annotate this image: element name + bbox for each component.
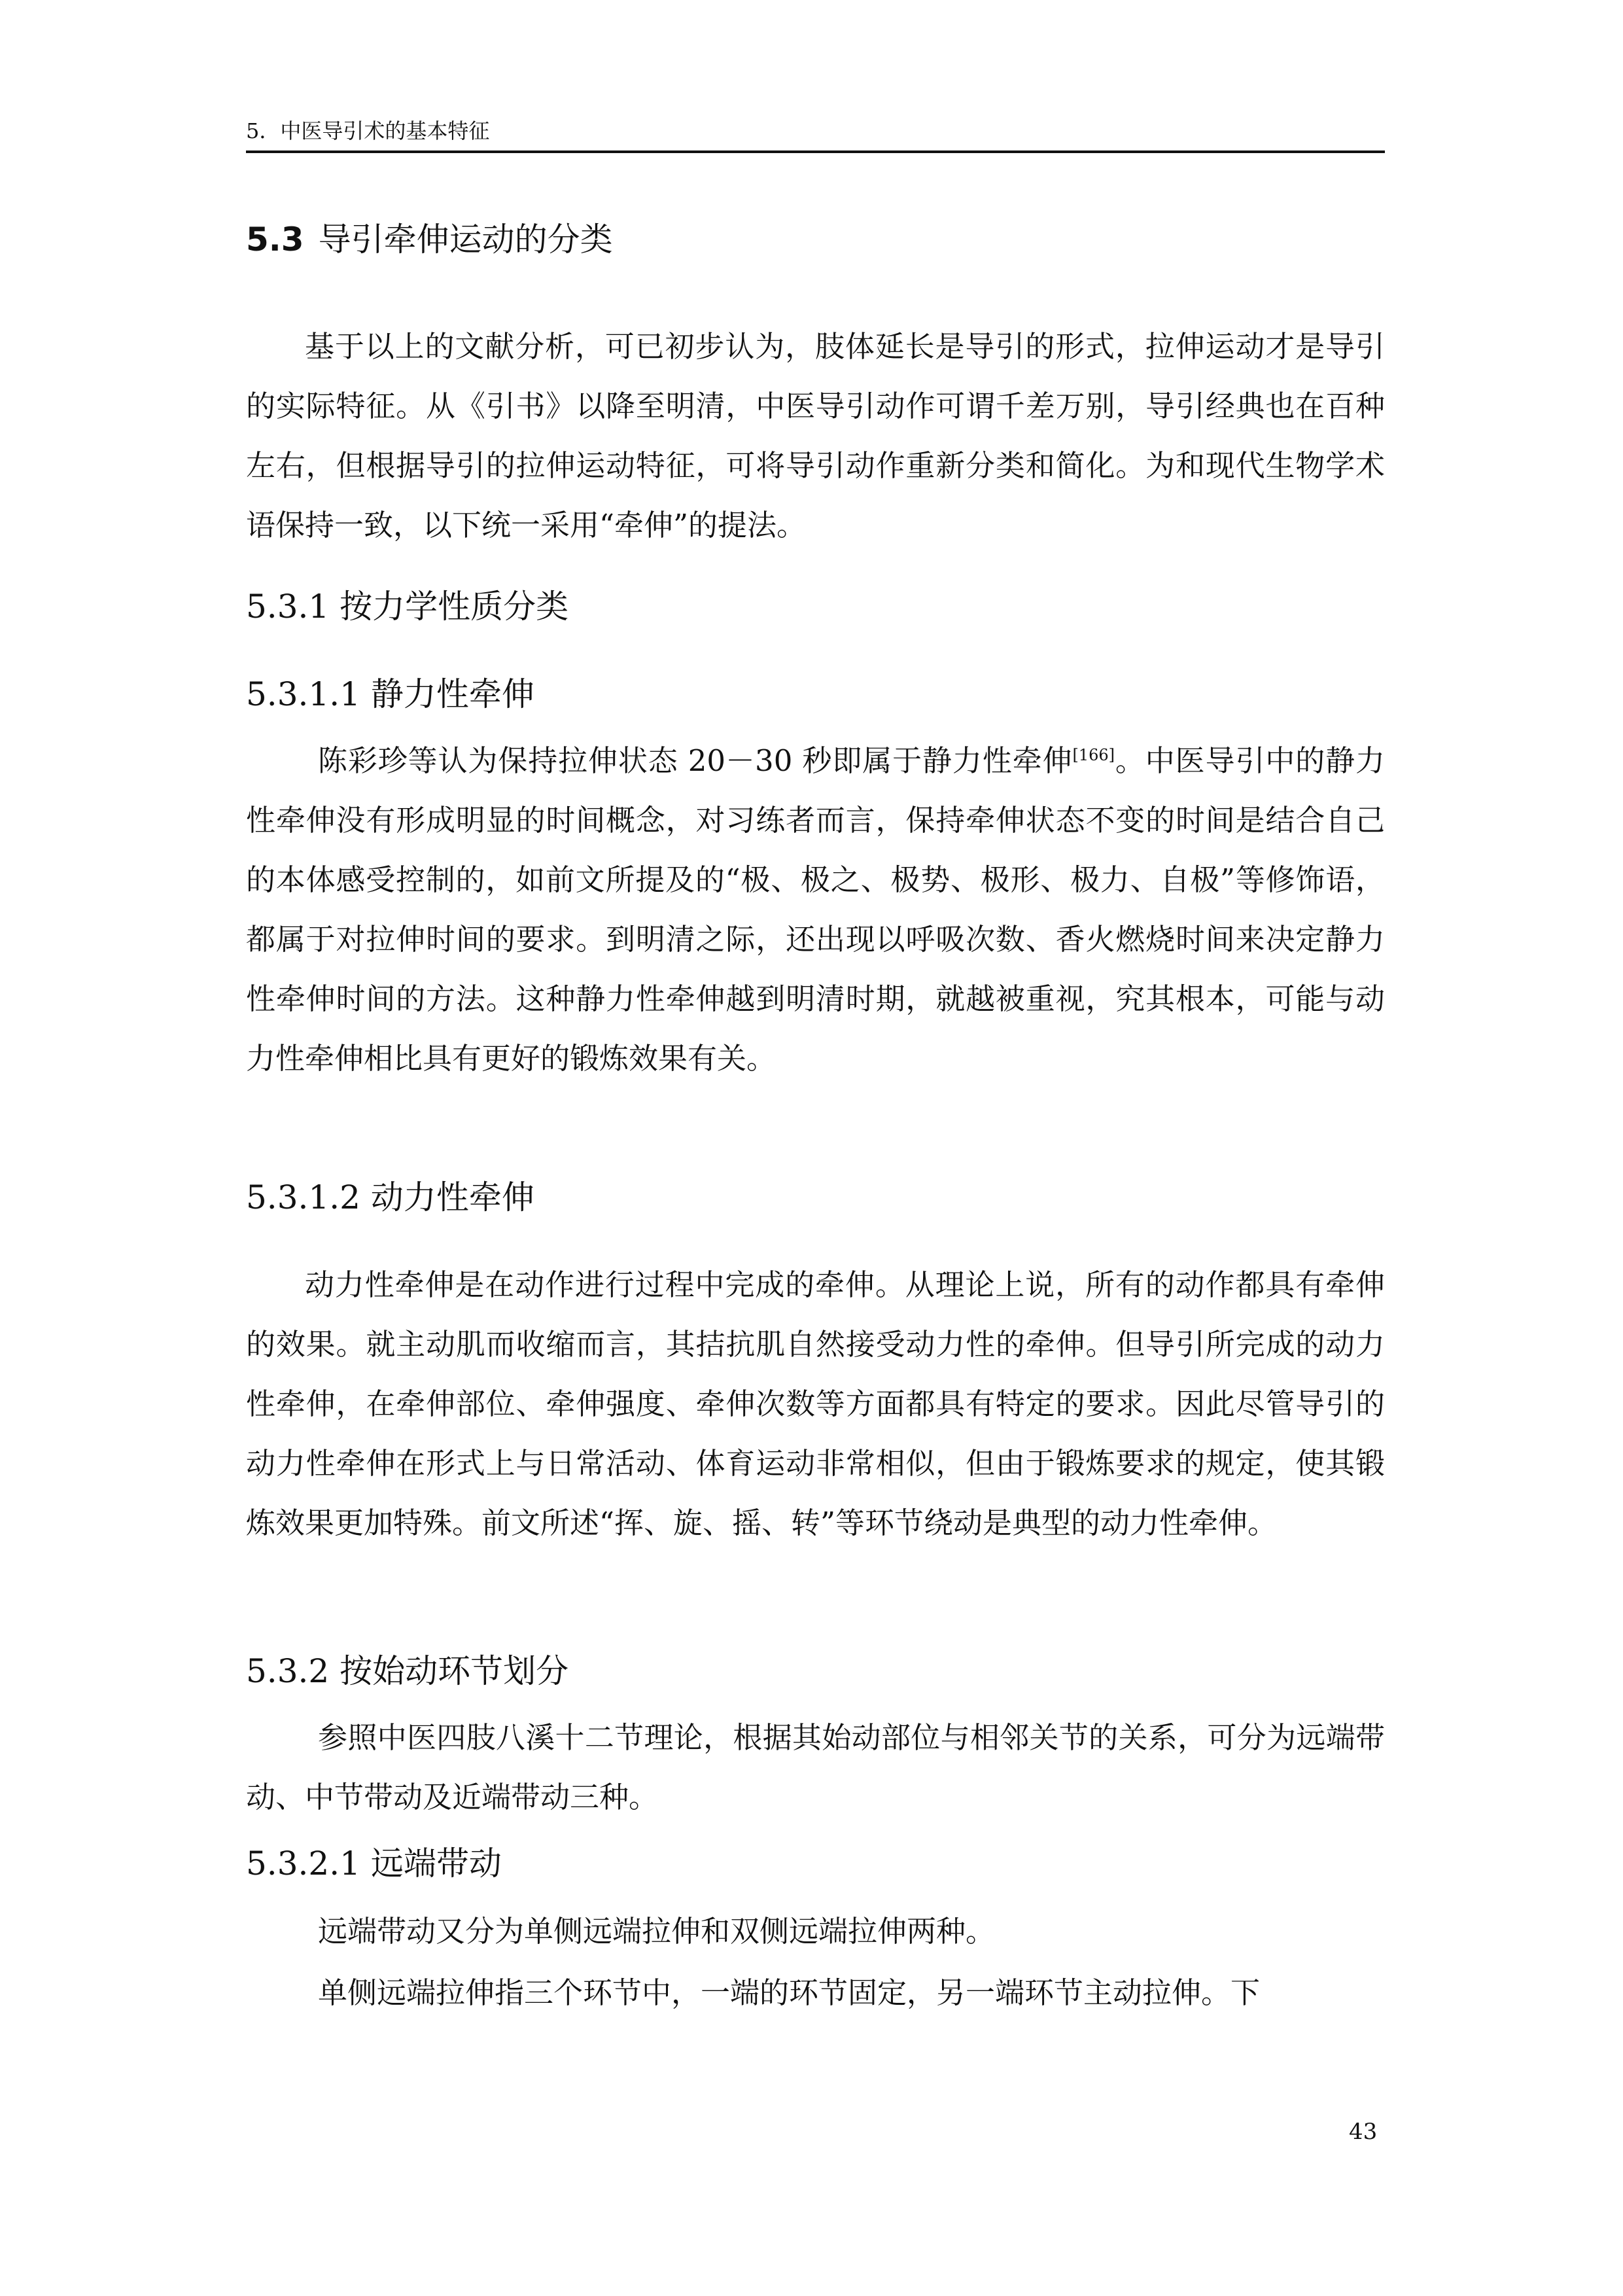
paragraph-dynamic-stretch: 动力性牵伸是在动作进行过程中完成的牵伸。从理论上说，所有的动作都具有牵伸的效果。就主动肌而收缩而言，其拮抗肌自然接受动力性的牵伸。但导引所完成的动力性牵伸，在牵伸部位、牵伸强度、牵伸次数等方面都具有特定的要求。因此尽管导引的动力性牵伸在形式上与日常活动、体育运动非常相似，但由于锻炼要求的规定，使其锻炼效果更加特殊。前文所述“挥、旋、摇、转”等环节绕动是典型的动力性牵伸。 [246,1267,1385,1540]
heading-5-3-2: 5.3.2 按始动环节划分 [246,1652,569,1690]
heading-5-3-1-2: 5.3.1.2 动力性牵伸 [246,1178,534,1216]
heading-5-3-2-1: 5.3.2.1 远端带动 [246,1845,502,1882]
section-title-text: 导引牵伸运动的分类 [318,221,613,258]
page-number: 43 [1349,2119,1378,2145]
section-title [246,213,613,266]
paragraph-initiating-segment: 参照中医四肢八溪十二节理论，根据其始动部位与相邻关节的关系，可分为远端带动、中节带动及近端带动三种。 [246,1720,1385,1814]
paragraph-static-stretch [246,731,1385,1088]
section-number: 5.3 [246,221,304,258]
running-header: 5．中医导引术的基本特征 [246,118,490,143]
heading-5-3-1: 5.3.1 按力学性质分类 [246,588,569,626]
paragraph-static-stretch-part1: 陈彩珍等认为保持拉伸状态 20－30 秒即属于静力性牵伸 [318,743,1073,778]
paragraph-static-stretch-part2: 。中医导引中的静力性牵伸没有形成明显的时间概念，对习练者而言，保持牵伸状态不变的时间是结合自己的本体感受控制的，如前文所提及的“极、极之、极势、极形、极力、自极”等修饰语，都属于对拉伸时间的要求。到明清之际，还出现以呼吸次数、香火燃烧时间来决定静力性牵伸时间的方法。这种静力性牵伸越到明清时期，就越被重视，究其根本，可能与动力性牵伸相比具有更好的锻炼效果有关。 [246,743,1385,1076]
heading-5-3-1-1: 5.3.1.1 静力性牵伸 [246,675,534,713]
header-rule [246,150,1385,153]
paragraph-intro: 基于以上的文献分析，可已初步认为，肢体延长是导引的形式，拉伸运动才是导引的实际特征。从《引书》以降至明清，中医导引动作可谓千差万别，导引经典也在百种左右，但根据导引的拉伸运动特征，可将导引动作重新分类和简化。为和现代生物学术语保持一致，以下统一采用“牵伸”的提法。 [246,329,1385,542]
paragraph-distal-types: 远端带动又分为单侧远端拉伸和双侧远端拉伸两种。 [318,1914,996,1949]
paragraph-unilateral-distal: 单侧远端拉伸指三个环节中，一端的环节固定，另一端环节主动拉伸。下 [318,1975,1261,2010]
citation-166: [166] [1072,746,1115,764]
